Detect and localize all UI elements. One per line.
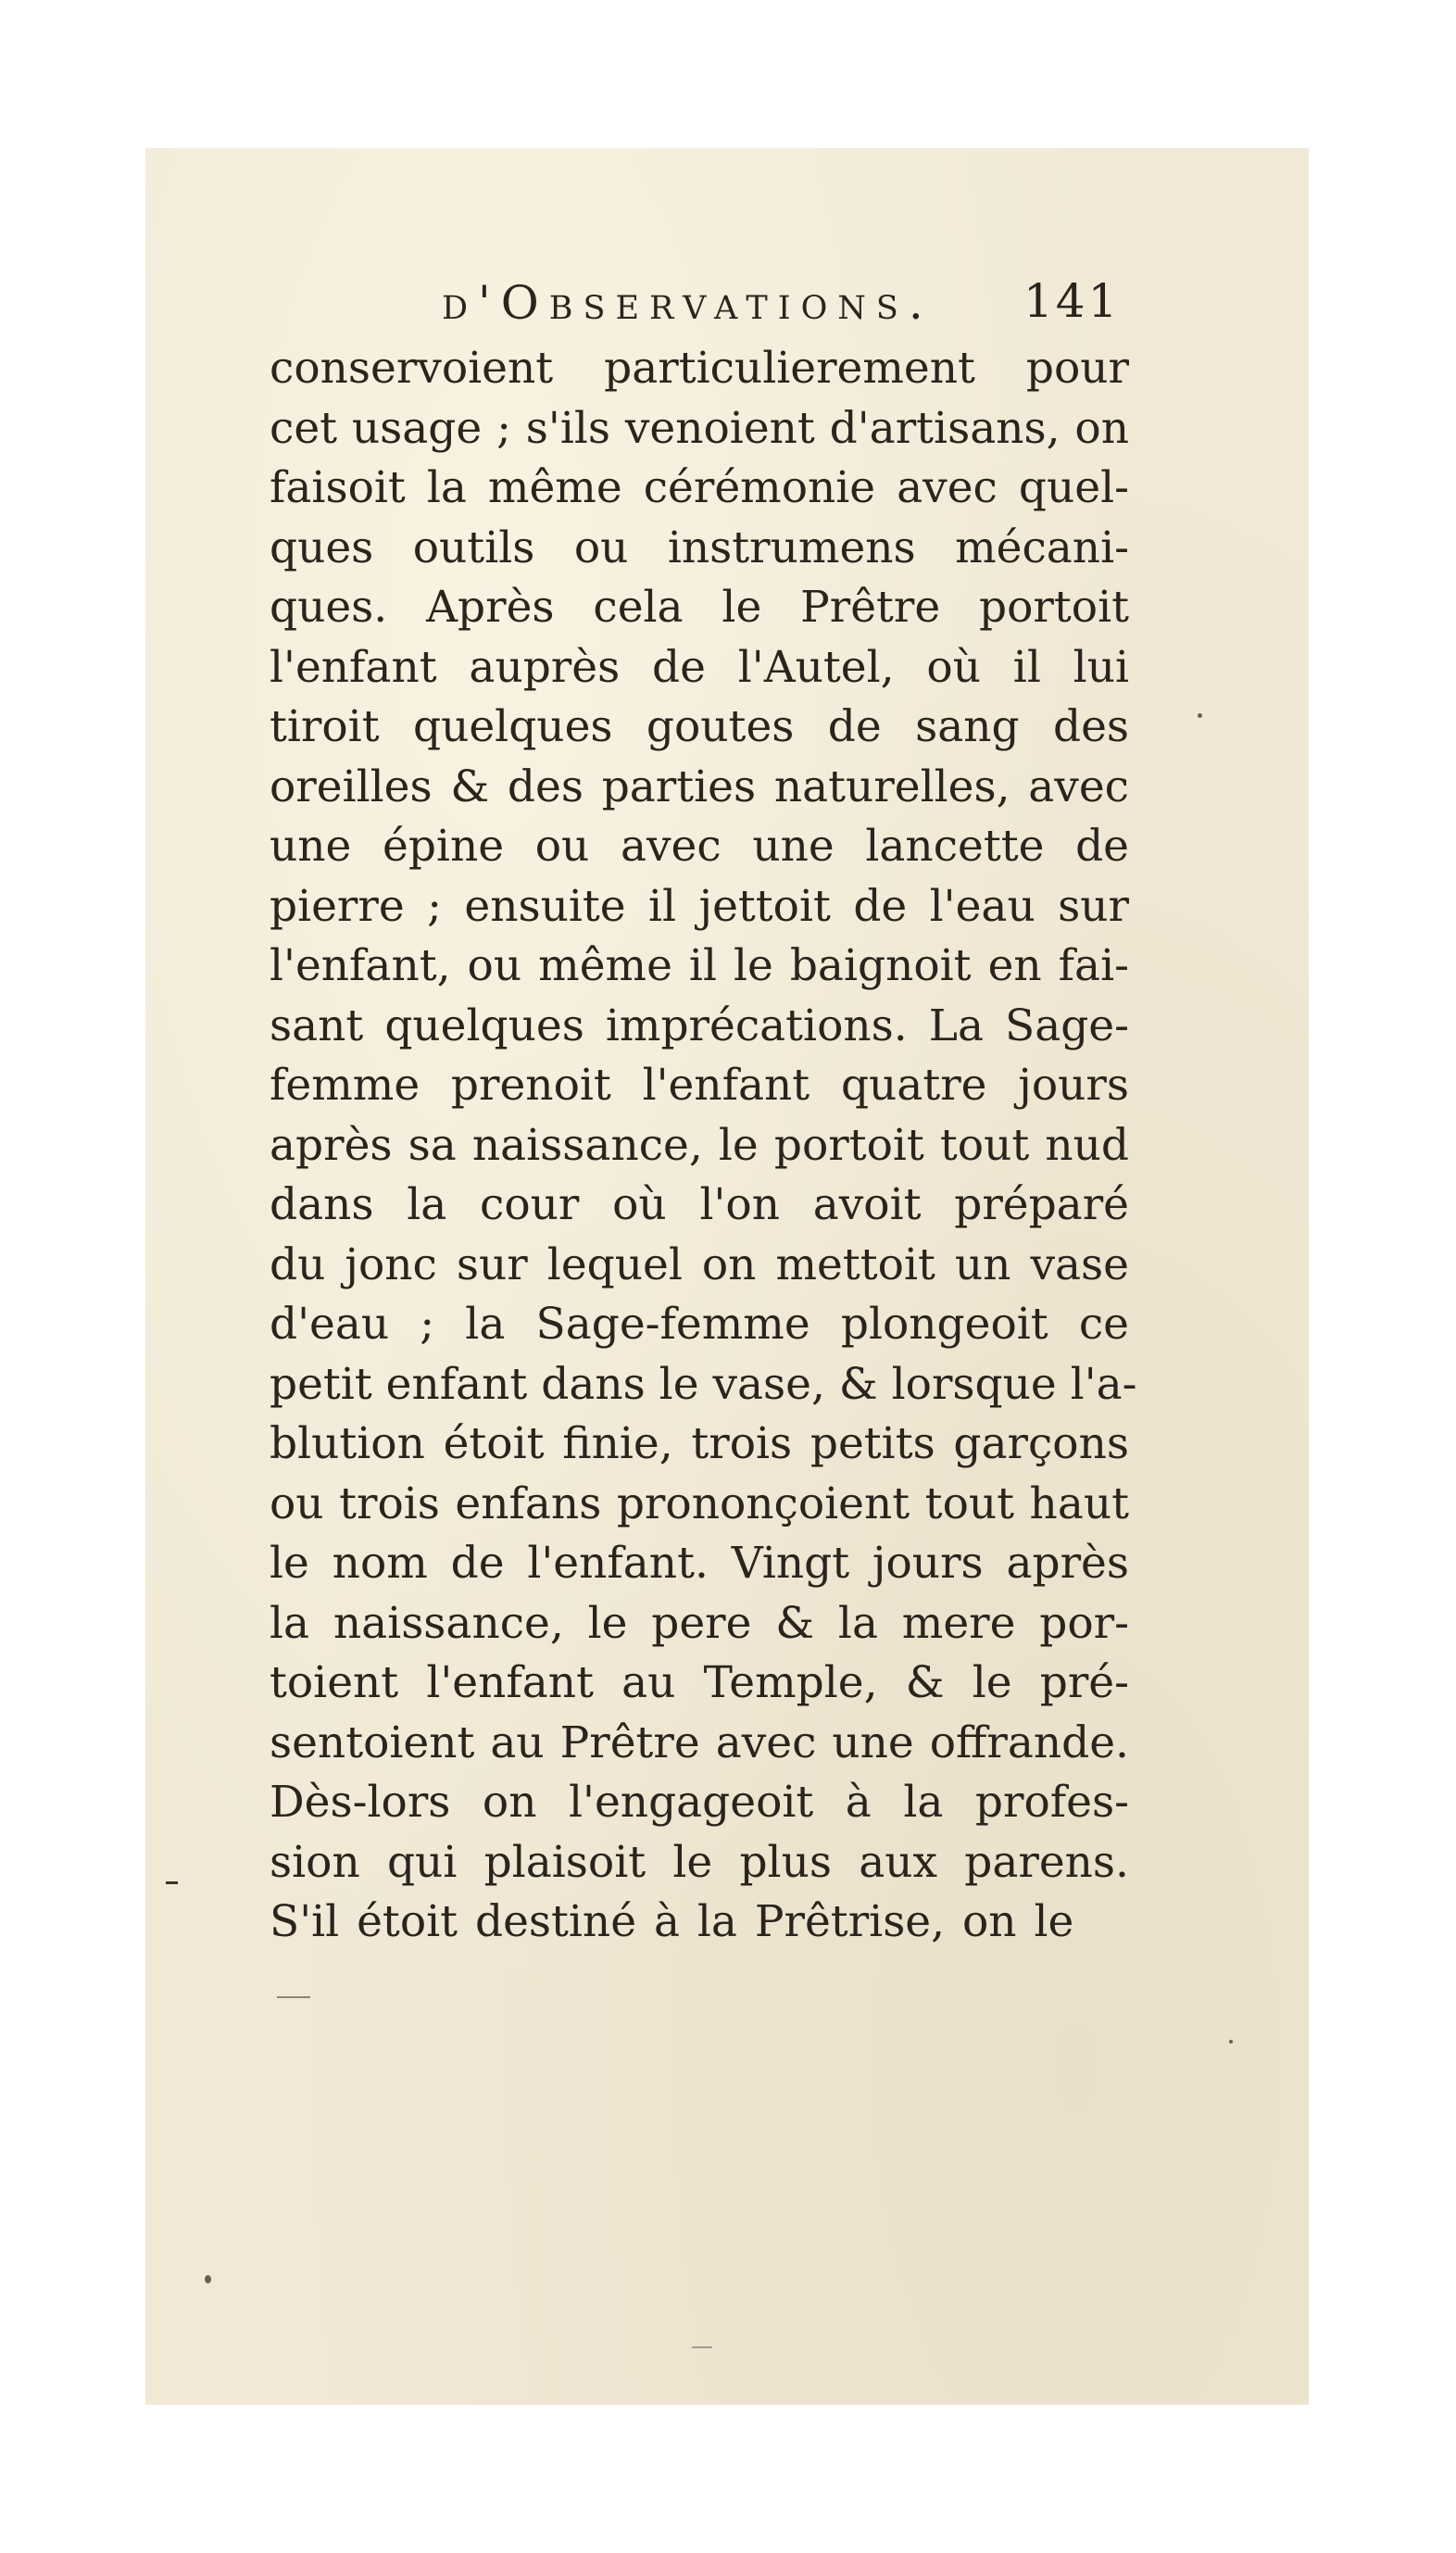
text-line: l'enfant auprès de l'Autel, où il lui — [270, 641, 1129, 693]
text-line: femme prenoit l'enfant quatre jours — [270, 1060, 1129, 1111]
paper-speck — [1198, 713, 1202, 718]
text-line: sant quelques imprécations. La Sage- — [270, 1000, 1129, 1051]
text-line: une épine ou avec une lancette de — [270, 821, 1129, 872]
text-line: ou trois enfans prononçoient tout haut — [270, 1478, 1129, 1529]
text-line: oreilles & des parties naturelles, avec — [270, 761, 1129, 812]
text-line: du jonc sur lequel on mettoit un vase — [270, 1239, 1129, 1290]
running-title: d'Observations. — [442, 276, 934, 330]
book-page — [145, 148, 1309, 2405]
text-line: le nom de l'enfant. Vingt jours après — [270, 1538, 1129, 1589]
text-line: sion qui plaisoit le plus aux parens. — [270, 1836, 1129, 1888]
text-line: toient l'enfant au Temple, & le pré- — [270, 1657, 1129, 1708]
page-number: 141 — [1023, 274, 1121, 328]
running-head — [145, 270, 1309, 345]
text-line: petit enfant dans le vase, & lorsque l'a- — [270, 1358, 1137, 1410]
text-line: ques. Après cela le Prêtre portoit — [270, 582, 1129, 633]
text-line: la naissance, le pere & la mere por- — [270, 1597, 1129, 1649]
text-line: pierre ; ensuite il jettoit de l'eau sur — [270, 880, 1129, 932]
body-text — [270, 339, 1137, 1953]
text-line: conservoient particulierement pour — [270, 343, 1129, 394]
text-line: S'il étoit destiné à la Prêtrise, on le — [270, 1896, 1074, 1947]
text-line: faisoit la même cérémonie avec quel- — [270, 462, 1129, 513]
text-line: d'eau ; la Sage-femme plongeoit ce — [270, 1299, 1129, 1350]
text-line: dans la cour où l'on avoit préparé — [270, 1179, 1129, 1230]
text-line: blution étoit finie, trois petits garçons — [270, 1418, 1129, 1469]
paper-mark — [277, 1996, 310, 1998]
text-line: ques outils ou instrumens mécani- — [270, 522, 1129, 573]
paper-speck — [205, 2275, 211, 2283]
paper-speck — [1229, 2040, 1233, 2044]
text-line: Dès-lors on l'engageoit à la profes- — [270, 1777, 1129, 1828]
text-line: après sa naissance, le portoit tout nud — [270, 1119, 1129, 1171]
text-line: sentoient au Prêtre avec une offrande. — [270, 1717, 1129, 1768]
paper-mark — [692, 2346, 712, 2348]
text-line: cet usage ; s'ils venoient d'artisans, on — [270, 402, 1129, 454]
margin-mark — [166, 1881, 178, 1884]
text-line: l'enfant, ou même il le baignoit en fai- — [270, 940, 1129, 991]
text-line: tiroit quelques goutes de sang des — [270, 701, 1129, 752]
